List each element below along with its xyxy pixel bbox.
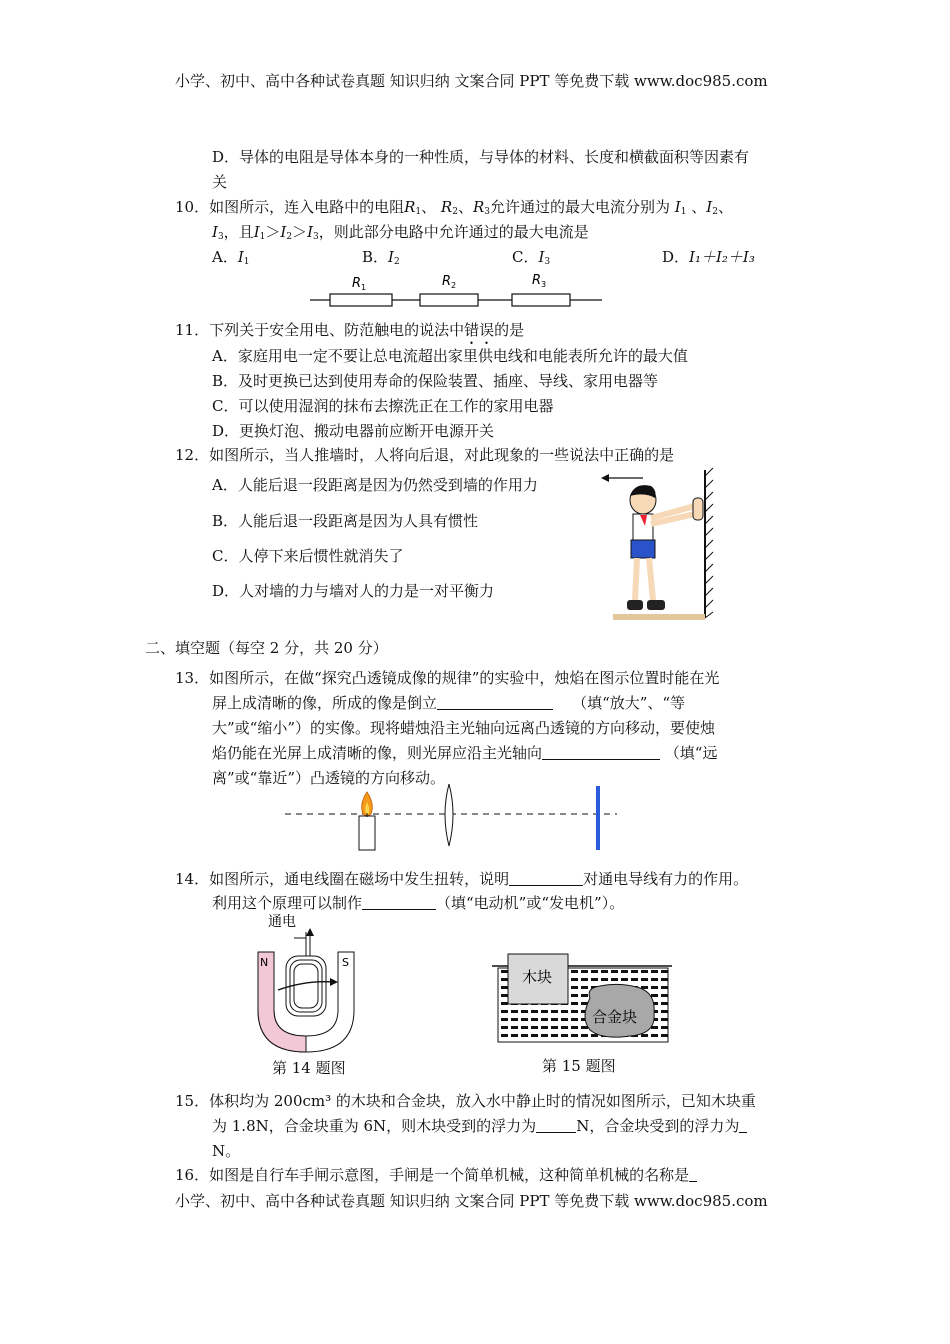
q11-option-a: A．家庭用电一定不要让总电流超出家里供电线和电能表所允许的最大值 <box>212 347 688 365</box>
q15-caption: 第 15 题图 <box>542 1057 616 1075</box>
q10-resistor-diagram <box>310 268 605 310</box>
q13-blank-2[interactable] <box>542 745 660 760</box>
q12-option-b: B．人能后退一段距离是因为人具有惯性 <box>212 512 479 530</box>
q14-blank-2[interactable] <box>362 895 436 910</box>
q13-line2: 屏上成清晰的像，所成的像是倒立 （填“放大”、“等 <box>212 694 686 712</box>
q15-float-figure <box>490 952 672 1044</box>
resistor-r2 <box>420 294 478 306</box>
q10-option-b: B．$I_2$ <box>362 248 400 267</box>
q16-line1: 16．如图是自行车手闸示意图，手闸是一个简单机械，这种简单机械的名称是 <box>175 1164 697 1186</box>
candle <box>359 816 375 850</box>
q12-option-c: C．人停下来后惯性就消失了 <box>212 547 404 565</box>
q11-option-d: D．更换灯泡、搬动电器前应断开电源开关 <box>212 422 495 440</box>
q15-line2: 为 1.8N，合金块重为 6N，则木块受到的浮力为 N，合金块受到的浮力为 <box>212 1115 747 1137</box>
q12-option-a: A．人能后退一段距离是因为仍然受到墙的作用力 <box>212 476 538 494</box>
q14-blank-1[interactable] <box>509 871 583 886</box>
page-footer: 小学、初中、高中各种试卷真题 知识归纳 文案合同 PPT 等免费下载 www.doc985.com <box>175 1192 768 1210</box>
q13-blank-1[interactable] <box>437 695 553 710</box>
q14-caption: 第 14 题图 <box>272 1059 346 1077</box>
q12-stem: 12．如图所示，当人推墙时，人将向后退，对此现象的一些说法中正确的是 <box>175 446 675 464</box>
q10-stem-line1: 10．如图所示，连入电路中的电阻$R_1$、 $R_2$、$R_3$允许通过的最大电流分别为 $I_1$ 、$I_2$、 <box>175 198 733 217</box>
label-r2: R <box>442 274 452 289</box>
q11-option-c: C．可以使用湿润的抹布去擦洗正在工作的家用电器 <box>212 397 554 415</box>
convex-lens <box>445 784 453 846</box>
label-r3: R <box>532 273 542 288</box>
q10-stem-line2: $I_3$，且$I_1>I_2>I_3$，则此部分电路中允许通过的最大电流是 <box>212 223 589 242</box>
label-r2-sub: 2 <box>451 281 457 290</box>
floor <box>613 614 705 620</box>
q13-line4: 焰仍能在光屏上成清晰的像，则光屏应沿主光轴向 （填“远 <box>212 744 718 762</box>
light-screen <box>596 786 600 850</box>
q9-option-d-line2: 关 <box>212 173 228 191</box>
resistor-r1 <box>330 294 392 306</box>
resistor-r3 <box>512 294 570 306</box>
q10-option-d: D．I₁＋I₂＋I₃ <box>662 248 755 266</box>
q15-line1: 15．体积均为 200cm³ 的木块和合金块，放入水中静止时的情况如图所示，已知木块重 <box>175 1092 756 1110</box>
q11-stem: 11．下列关于安全用电、防范触电的说法中错误的是 <box>175 321 525 339</box>
label-r1: R <box>352 276 362 291</box>
q15-blank-1[interactable] <box>536 1118 576 1133</box>
label-r3-sub: 3 <box>541 280 547 289</box>
page-header: 小学、初中、高中各种试卷真题 知识归纳 文案合同 PPT 等免费下载 www.doc985.com <box>175 72 768 90</box>
pole-s: S <box>342 956 349 969</box>
q13-line5: 离”或“靠近”）凸透镜的方向移动。 <box>212 769 446 787</box>
q12-option-d: D．人对墙的力与墙对人的力是一对平衡力 <box>212 582 495 600</box>
alloy-block-label: 合金块 <box>592 1008 638 1026</box>
q13-line3: 大”或“缩小”）的实像。现将蜡烛沿主光轴向远离凸透镜的方向移动，要使烛 <box>212 719 716 737</box>
q10-option-a: A．$I_1$ <box>212 248 250 267</box>
q13-lens-figure <box>285 784 625 854</box>
q13-line1: 13．如图所示，在做“探究凸透镜成像的规律”的实验中，烛焰在图示位置时能在光 <box>175 669 720 687</box>
wooden-block-label: 木块 <box>522 968 553 986</box>
label-r1-sub: 1 <box>361 283 367 292</box>
pole-n: N <box>260 956 269 969</box>
q9-option-d-line1: D．导体的电阻是导体本身的一种性质，与导体的材料、长度和横截面积等因素有 <box>212 148 750 166</box>
q15-line3: N。 <box>212 1142 241 1160</box>
q14-magnet-coil-figure <box>250 910 365 1058</box>
q11-option-b: B．及时更换已达到使用寿命的保险装置、插座、导线、家用电器等 <box>212 372 659 390</box>
q10-option-c: C．$I_3$ <box>512 248 551 267</box>
q14-line2: 利用这个原理可以制作 （填“电动机”或“发电机”）。 <box>212 894 625 912</box>
q12-push-wall-figure <box>595 462 725 624</box>
q15-blank-2[interactable] <box>739 1118 747 1133</box>
q14-line1: 14．如图所示，通电线圈在磁场中发生扭转，说明 对通电导线有力的作用。 <box>175 870 749 888</box>
section-2-title: 二、填空题（每空 2 分，共 20 分） <box>145 639 388 657</box>
q16-blank-1[interactable] <box>689 1167 697 1182</box>
current-label: 通电 <box>268 914 296 930</box>
